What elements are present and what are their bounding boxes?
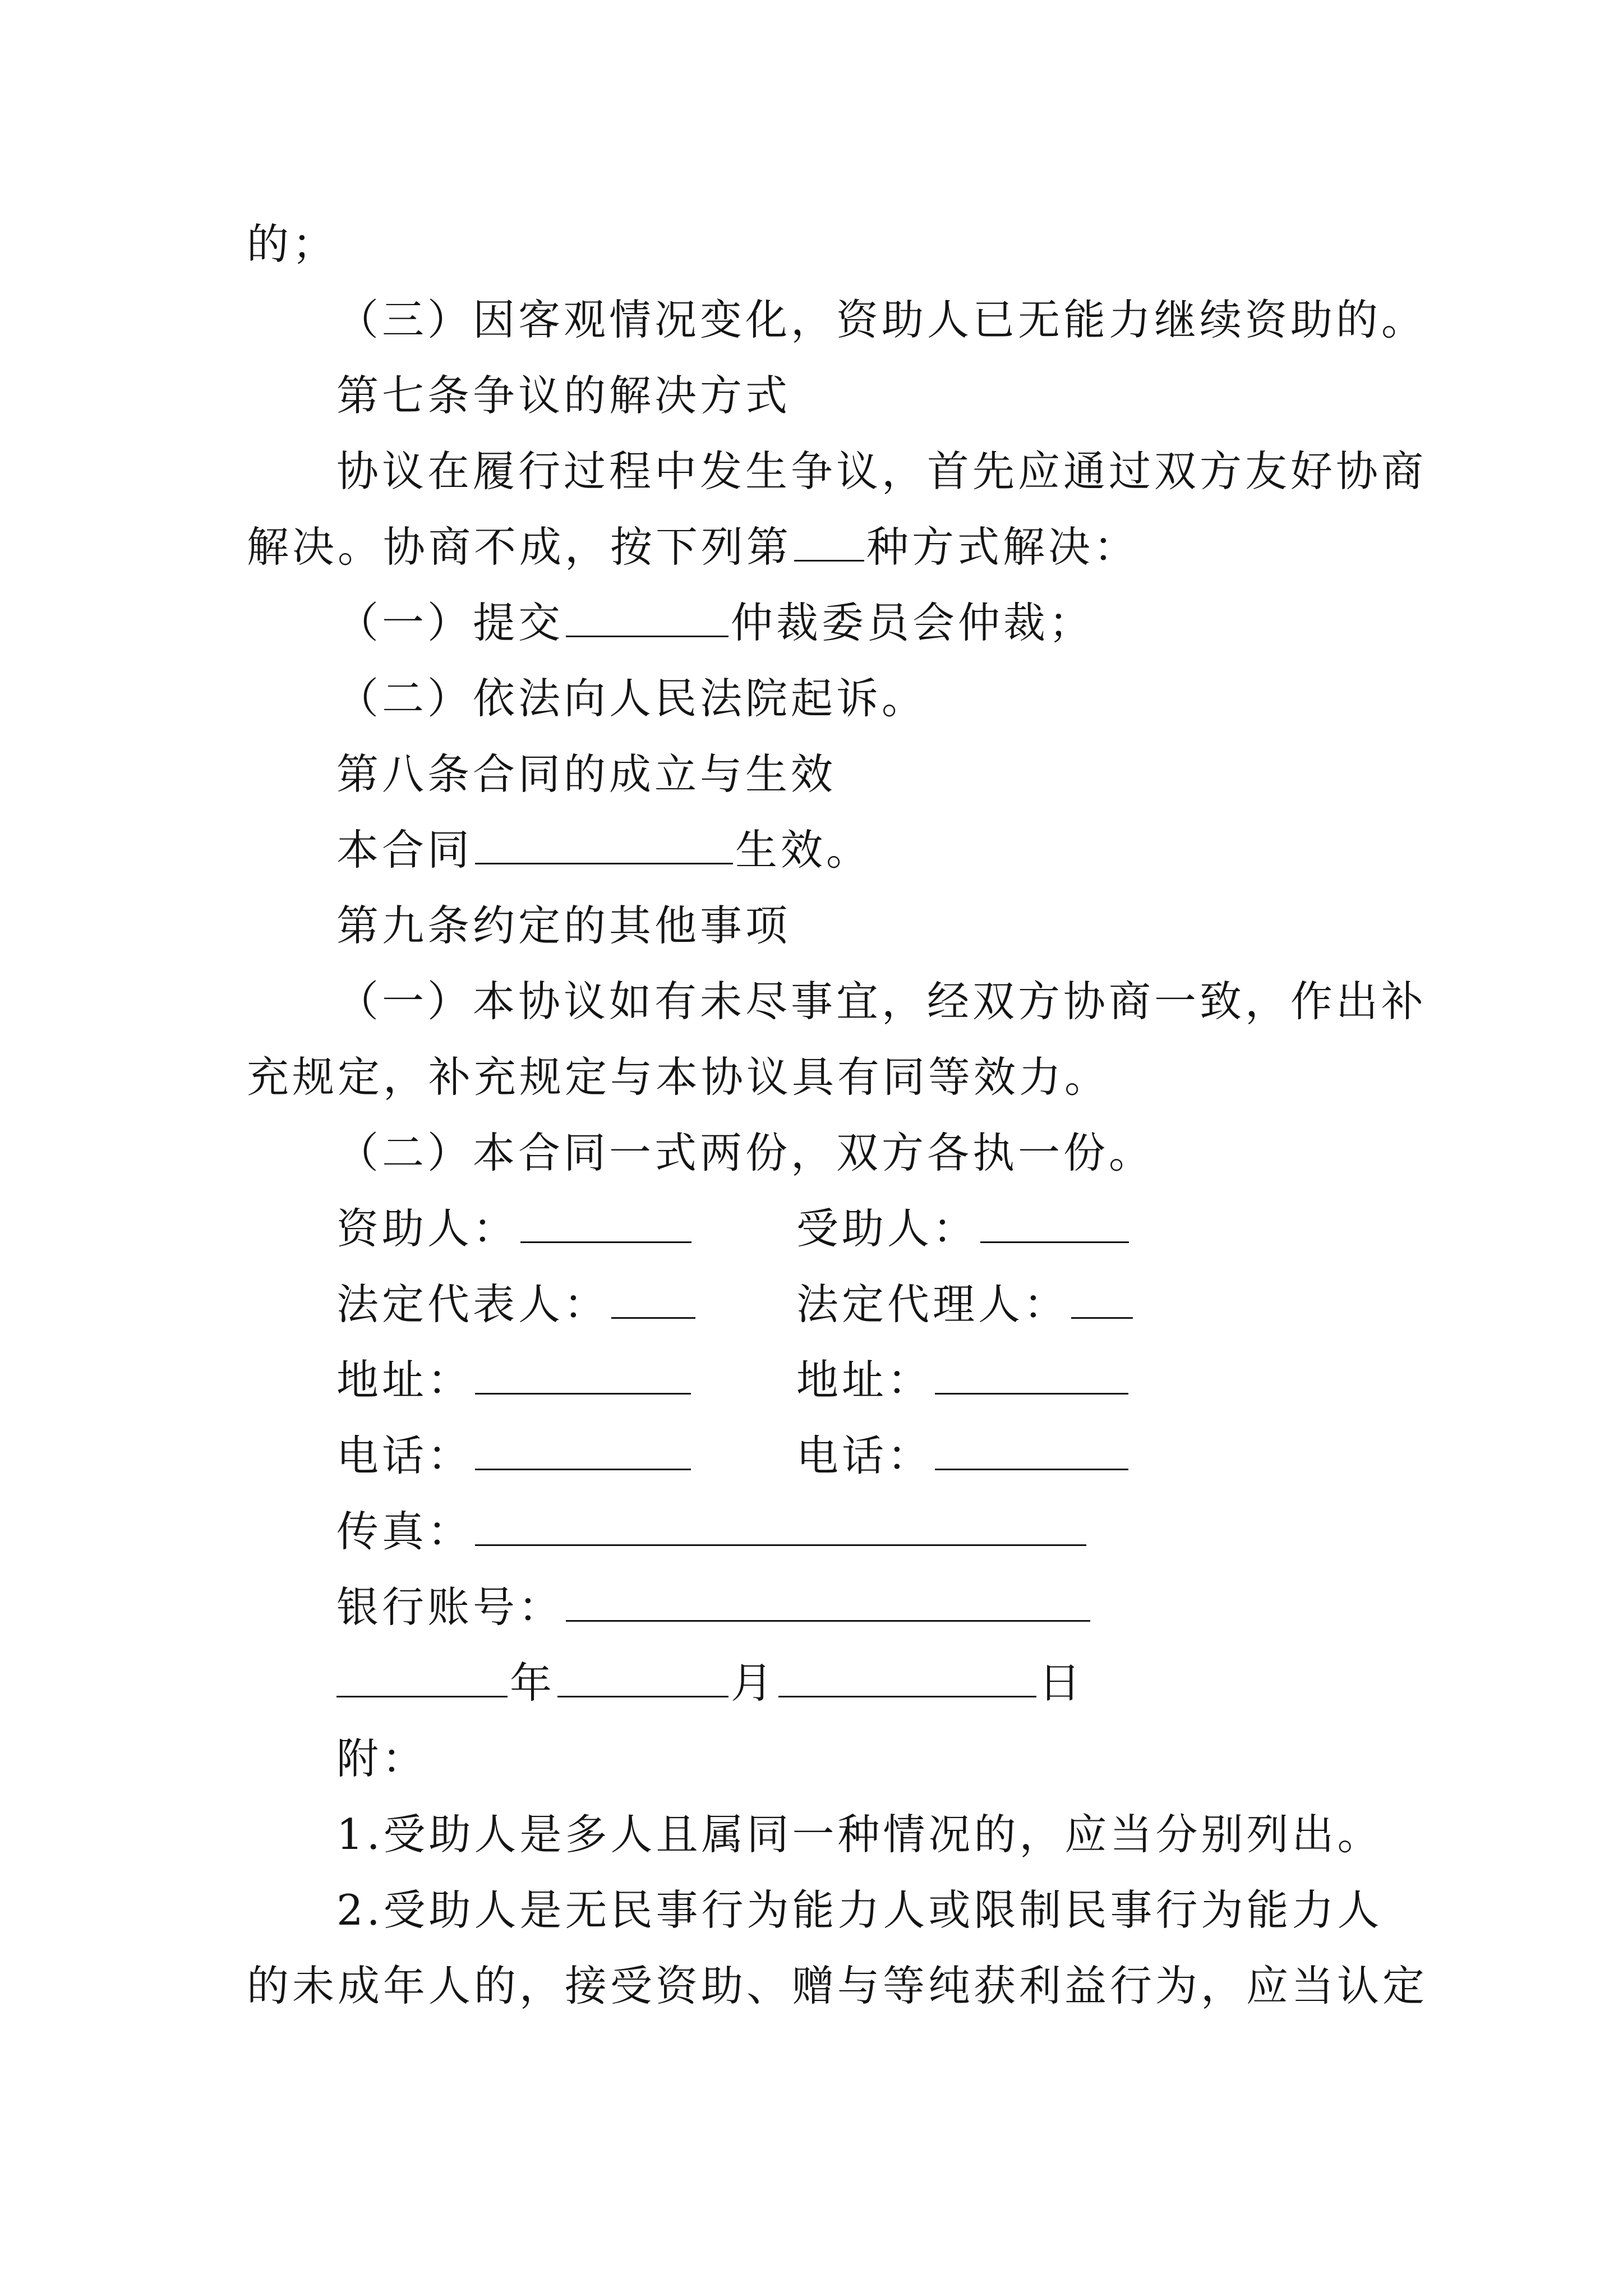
signature-row xyxy=(336,1352,693,1408)
text-line xyxy=(336,973,1427,1029)
month-blank[interactable] xyxy=(557,1661,728,1697)
legal-representative-label: 法定代表人： xyxy=(336,1280,610,1329)
option-1-text: （一）提交 xyxy=(336,598,564,647)
signature-row xyxy=(796,1200,1131,1257)
method-number-blank[interactable] xyxy=(794,525,864,562)
continued-text: 的； xyxy=(247,219,338,269)
text-line xyxy=(336,1125,1154,1181)
fax-blank[interactable] xyxy=(475,1510,1086,1546)
appendix-title: 附： xyxy=(336,1734,428,1783)
section-heading xyxy=(336,746,836,802)
paragraph-text: 生效。 xyxy=(735,825,872,875)
recipient-label: 受助人： xyxy=(796,1204,979,1253)
note-2-continued: 的未成年人的，接受资助、赠与等纯获利益行为，应当认定 xyxy=(247,1961,1428,2010)
text-line xyxy=(336,595,1094,651)
legal-agent-label: 法定代理人： xyxy=(796,1280,1069,1329)
signature-row xyxy=(336,1200,694,1257)
sponsor-address-label: 地址： xyxy=(336,1355,473,1405)
note-2: 2.受助人是无民事行为能力人或限制民事行为能力人 xyxy=(336,1885,1383,1935)
text-line xyxy=(336,443,1427,499)
paragraph-text: （一）本协议如有未尽事宜，经双方协商一致，作出补 xyxy=(336,977,1427,1026)
signature-row xyxy=(336,1276,698,1332)
recipient-phone-label: 电话： xyxy=(796,1431,933,1480)
signature-row xyxy=(336,1428,693,1484)
day-blank[interactable] xyxy=(778,1661,1036,1697)
paragraph-text: 协议在履行过程中发生争议，首先应通过双方友好协商 xyxy=(336,447,1427,496)
recipient-address-label: 地址： xyxy=(796,1355,933,1405)
article-7-title: 第七条争议的解决方式 xyxy=(336,371,791,420)
paragraph-text: 解决。协商不成，按下列第 xyxy=(247,522,792,572)
text-line xyxy=(336,292,1427,348)
text-line xyxy=(336,670,927,726)
sponsor-phone-blank[interactable] xyxy=(475,1434,691,1470)
paragraph-text: 本合同 xyxy=(336,825,473,875)
signature-row xyxy=(796,1276,1135,1332)
article-9-title: 第九条约定的其他事项 xyxy=(336,901,791,950)
day-label: 日 xyxy=(1039,1658,1085,1708)
legal-representative-blank[interactable] xyxy=(611,1282,695,1319)
month-label: 月 xyxy=(731,1658,777,1708)
signature-row xyxy=(336,1579,1092,1635)
paragraph-text: 种方式解决： xyxy=(866,522,1140,572)
text-line xyxy=(336,1882,1383,1938)
section-heading xyxy=(336,898,791,954)
fax-label: 传真： xyxy=(336,1507,473,1556)
article-8-title: 第八条合同的成立与生效 xyxy=(336,749,837,799)
arbitration-commission-blank[interactable] xyxy=(566,601,728,637)
signature-row xyxy=(796,1428,1131,1484)
recipient-address-blank[interactable] xyxy=(935,1358,1128,1395)
date-row xyxy=(336,1655,1084,1711)
section-heading xyxy=(336,367,791,424)
bank-account-label: 银行账号： xyxy=(336,1582,564,1632)
option-2-text: （二）依法向人民法院起诉。 xyxy=(336,674,928,723)
sponsor-address-blank[interactable] xyxy=(475,1358,691,1395)
recipient-phone-blank[interactable] xyxy=(935,1434,1128,1470)
sponsor-phone-label: 电话： xyxy=(336,1431,473,1480)
year-label: 年 xyxy=(510,1658,556,1708)
text-line xyxy=(247,1049,1110,1105)
option-1-text: 仲裁委员会仲裁； xyxy=(731,598,1095,647)
effective-condition-blank[interactable] xyxy=(475,828,733,864)
paragraph-text: （二）本合同一式两份，双方各执一份。 xyxy=(336,1128,1155,1177)
text-line xyxy=(247,216,338,272)
text-line xyxy=(336,822,872,878)
section-heading xyxy=(336,1731,427,1787)
year-blank[interactable] xyxy=(336,1661,508,1697)
legal-agent-blank[interactable] xyxy=(1071,1282,1133,1319)
text-line xyxy=(336,1806,1383,1862)
note-1: 1.受助人是多人且属同一种情况的，应当分别列出。 xyxy=(336,1810,1383,1859)
recipient-blank[interactable] xyxy=(980,1207,1129,1243)
signature-row xyxy=(336,1503,1089,1559)
paragraph-text: 充规定，补充规定与本协议具有同等效力。 xyxy=(247,1052,1110,1102)
text-line xyxy=(247,1958,1428,2014)
signature-row xyxy=(796,1352,1131,1408)
bank-account-blank[interactable] xyxy=(566,1585,1090,1622)
sponsor-label: 资助人： xyxy=(336,1204,519,1253)
text-line xyxy=(247,519,1139,575)
sponsor-blank[interactable] xyxy=(520,1207,691,1243)
clause-item-3: （三）因客观情况变化，资助人已无能力继续资助的。 xyxy=(336,295,1427,344)
